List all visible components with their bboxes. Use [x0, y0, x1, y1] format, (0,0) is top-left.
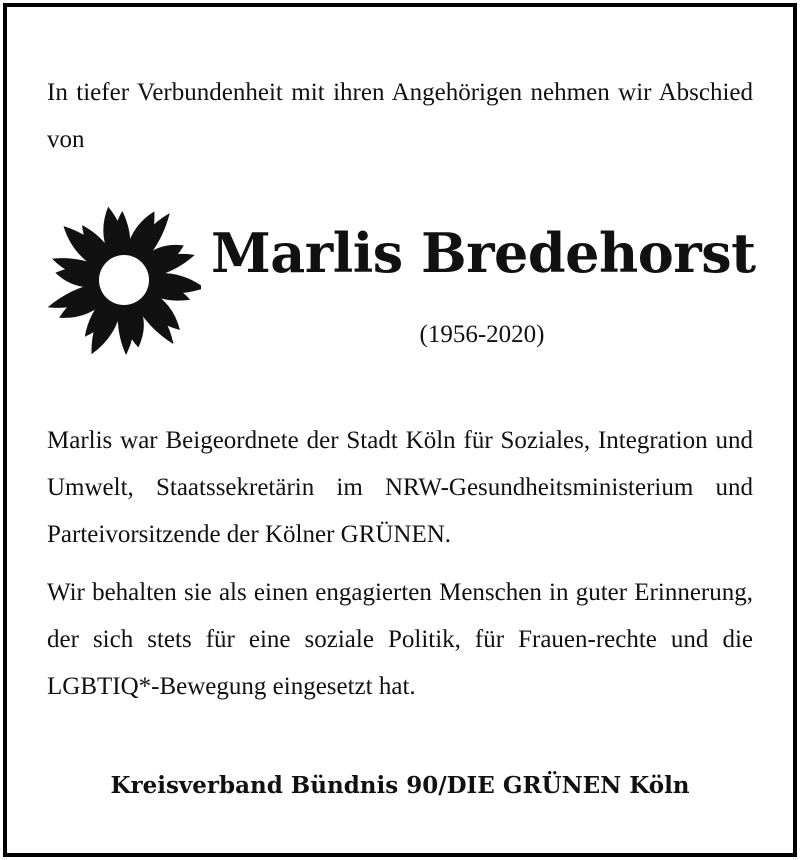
life-years: (1956-2020)	[419, 321, 545, 348]
sunflower-icon	[47, 203, 201, 357]
sunflower-center	[99, 255, 149, 305]
biography-paragraph: Marlis war Beigeordnete der Stadt Köln für Soziales, Integration und Umwelt, Staatssekretärin im NRW-Gesundheitsministerium und Parteivorsitzende der Kölner GRÜNEN.	[47, 427, 753, 548]
remembrance-paragraph: Wir behalten sie als einen engagierten Menschen in guter Erinnerung, der sich stets für eine soziale Politik, für Frauen-rechte und die LGBTIQ*-Bewegung eingesetzt hat.	[47, 579, 753, 700]
intro-text: In tiefer Verbundenheit mit ihren Angehörigen nehmen wir Abschied von	[47, 79, 753, 153]
signature: Kreisverband Bündnis 90/DIE GRÜNEN Köln	[110, 772, 690, 799]
obituary-content	[47, 7, 756, 853]
deceased-name: Marlis Bredehorst	[211, 221, 756, 285]
obituary-frame	[3, 3, 797, 857]
